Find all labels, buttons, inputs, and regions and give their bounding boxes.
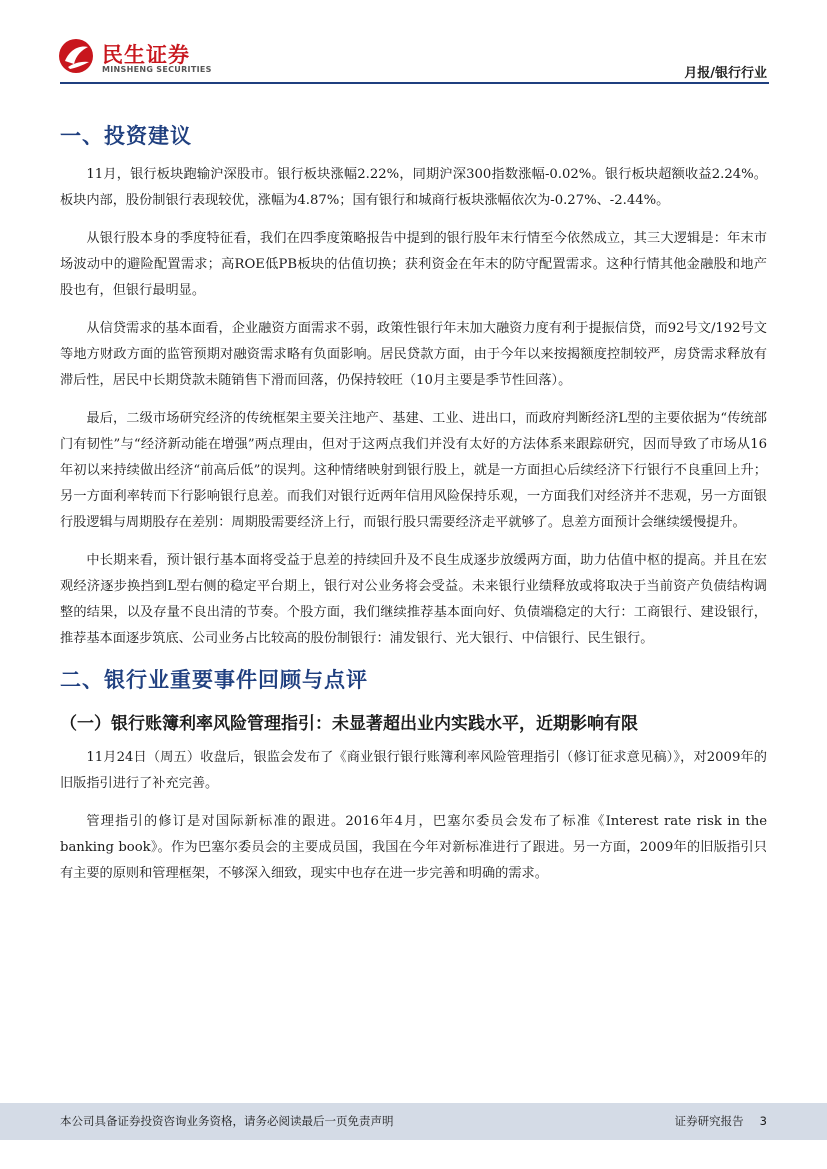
paragraph: 11月24日（周五）收盘后，银监会发布了《商业银行银行账簿利率风险管理指引（修订征求意见稿）》，对2009年的旧版指引进行了补充完善。 (60, 750, 767, 791)
logo-english-name: MINSHENG SECURITIES (102, 65, 212, 74)
company-logo (58, 37, 218, 79)
subsection-title: （一）银行账簿利率风险管理指引：未显著超出业内实践水平，近期影响有限 (60, 714, 638, 734)
page-header (0, 0, 827, 90)
paragraph: 从信贷需求的基本面看，企业融资方面需求不弱，政策性银行年末加大融资力度有利于提振信贷，而92号文/192号文等地方财政方面的监管预期对融资需求略有负面影响。居民贷款方面，由于今年以来按揭额度控制较严，房贷需求释放有滞后性，居民中长期贷款未随销售下滑而回落，仍保持较旺（10月主要是季节性回落）。 (60, 321, 767, 388)
page-number: 3 (759, 1114, 767, 1128)
footer-report-label: 证券研究报告 (674, 1114, 744, 1128)
section-title-investment-advice: 一、投资建议 (60, 124, 192, 148)
paragraph: 管理指引的修订是对国际新标准的跟进。2016年4月，巴塞尔委员会发布了标准《Interest rate risk in the banking book》。作为巴塞尔委员会的主要成员国，我国在今年对新标准进行了跟进。另一方面，2009年的旧版指引只有主要的原则和管理框架，不够深入细致，现实中也存在进一步完善和明确的需求。 (60, 814, 767, 881)
header-divider (60, 82, 769, 84)
footer-disclaimer: 本公司具备证券投资咨询业务资格，请务必阅读最后一页免责声明 (60, 1114, 394, 1128)
paragraph: 最后，二级市场研究经济的传统框架主要关注地产、基建、工业、进出口，而政府判断经济L型的主要依据为“传统部门有韧性”与“经济新动能在增强”两点理由，但对于这两点我们并没有太好的方法体系来跟踪研究，因而导致了市场从16年初以来持续做出经济“前高后低”的误判。这种情绪映射到银行股上，就是一方面担心后续经济下行银行不良重回上升；另一方面利率转而下行影响银行息差。而我们对银行近两年信用风险保持乐观，一方面我们对经济并不悲观，另一方面银行股逻辑与周期股存在差别：周期股需要经济上行，而银行股只需要经济走平就够了。息差方面预计会继续缓慢提升。 (60, 411, 767, 530)
paragraph: 中长期来看，预计银行基本面将受益于息差的持续回升及不良生成逐步放缓两方面，助力估值中枢的提高。并且在宏观经济逐步换挡到L型右侧的稳定平台期上，银行对公业务将会受益。未来银行业绩释放或将取决于当前资产负债结构调整的结果，以及存量不良出清的节奏。个股方面，我们继续推荐基本面向好、负债端稳定的大行：工商银行、建设银行，推荐基本面逐步筑底、公司业务占比较高的股份制银行：浦发银行、光大银行、中信银行、民生银行。 (60, 553, 767, 646)
logo-chinese-name: 民生证券 (102, 43, 190, 67)
report-type: 月报/银行行业 (684, 66, 767, 81)
page-content (60, 120, 767, 899)
paragraph: 11月，银行板块跑输沪深股市。银行板块涨幅2.22%，同期沪深300指数涨幅-0.02%。银行板块超额收益2.24%。板块内部，股份制银行表现较优，涨幅为4.87%；国有银行和城商行板块涨幅依次为-0.27%、-2.44%。 (60, 167, 767, 208)
minsheng-logo-icon (58, 37, 94, 75)
page-footer (0, 1103, 827, 1140)
footer-right (659, 1113, 767, 1129)
section-title-events-review: 二、银行业重要事件回顾与点评 (60, 668, 368, 692)
paragraph: 从银行股本身的季度特征看，我们在四季度策略报告中提到的银行股年末行情至今依然成立，其三大逻辑是：年末市场波动中的避险配置需求；高ROE低PB板块的估值切换；获利资金在年末的防守配置需求。这种行情其他金融股和地产股也有，但银行最明显。 (60, 231, 767, 298)
